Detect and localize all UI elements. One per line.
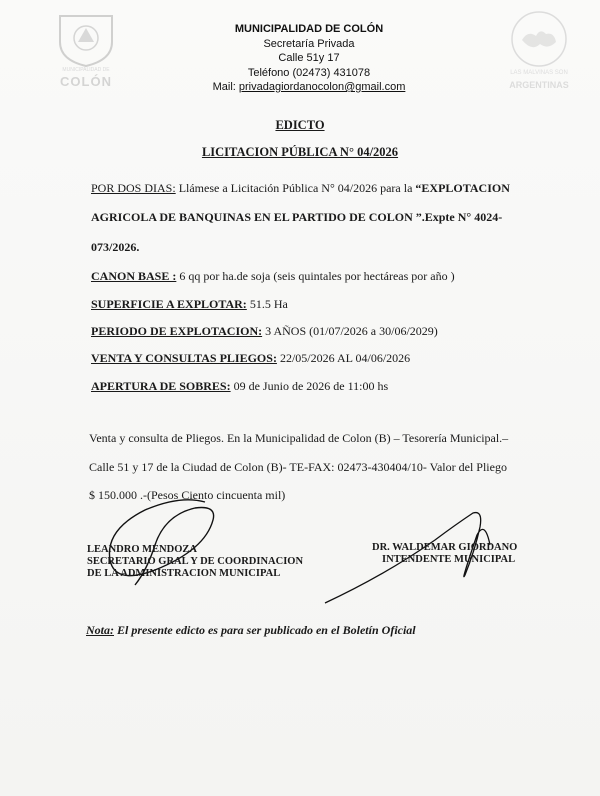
apertura-line	[91, 379, 388, 394]
canon-label: CANON BASE :	[91, 269, 177, 283]
mail-label: Mail:	[212, 81, 239, 93]
malvinas-map-icon	[500, 10, 578, 68]
venta-pliegos-value: 22/05/2026 AL 04/06/2026	[276, 351, 411, 365]
publication-note	[86, 623, 416, 638]
shield-icon	[50, 12, 122, 68]
mail-link[interactable]: privadagiordanocolon@gmail.com	[238, 81, 406, 93]
superficie-label: SUPERFICIE A EXPLOTAR:	[91, 297, 247, 311]
apertura-value: 09 de Junio de 2026 de 11:00 hs	[230, 379, 389, 393]
phone: Teléfono (02473) 431078	[247, 66, 371, 79]
signer-right-role: INTENDENTE MUNICIPAL	[382, 554, 516, 565]
venta-pliegos-line	[91, 351, 410, 366]
logo-caption: MUNICIPALIDAD DE	[62, 67, 110, 73]
mail-line	[150, 80, 468, 95]
body-text-1: Llámese a Licitación Pública N° 04/2026 para la	[175, 181, 416, 195]
venta-pliegos-label: VENTA Y CONSULTAS PLIEGOS:	[91, 351, 277, 365]
logo-text: COLÓN	[60, 74, 112, 89]
department: Secretaría Privada	[263, 37, 355, 50]
signer-left-role-1: SECRETARIO GRAL Y DE COORDINACION	[87, 556, 304, 567]
sales-line-3: $ 150.000 .-(Pesos Ciento cincuenta mil)	[89, 488, 286, 502]
address: Calle 51y 17	[278, 52, 340, 64]
municipality-logo	[50, 12, 122, 94]
municipality-name: MUNICIPALIDAD DE COLÓN	[234, 23, 384, 35]
document-title: EDICTO	[275, 118, 325, 132]
signer-right-name: DR. WALDEMAR GIORDANO	[372, 542, 518, 553]
canon-value: 6 qq por ha.de soja (seis quintales por hectáreas por año )	[176, 269, 455, 283]
signature-right	[372, 542, 517, 566]
canon-line	[91, 269, 455, 284]
document-subtitle: LICITACION PÚBLICA N° 04/2026	[201, 145, 399, 159]
signer-left-name: LEANDRO MENDOZA	[87, 544, 197, 555]
superficie-line	[91, 297, 288, 312]
apertura-label: APERTURA DE SOBRES:	[91, 379, 231, 393]
body-line-3: 073/2026.	[91, 240, 140, 254]
logo-caption-right: LAS MALVINAS SON	[510, 70, 568, 76]
body-line-1	[91, 181, 510, 196]
malvinas-logo	[500, 10, 578, 92]
signer-left-role-2: DE LA ADMINISTRACION MUNICIPAL	[87, 568, 281, 579]
letterhead	[150, 22, 468, 95]
project-title-start: “EXPLOTACION	[415, 181, 510, 195]
periodo-line	[91, 324, 438, 339]
superficie-value: 51.5 Ha	[246, 297, 288, 311]
sales-line-2: Calle 51 y 17 de la Ciudad de Colon (B)- TE-FAX: 02473-430404/10- Valor del Pliego	[89, 460, 507, 474]
body-line-2: AGRICOLA DE BANQUINAS EN EL PARTIDO DE COLON ”.Expte N° 4024-	[91, 210, 503, 224]
logo-text-right: ARGENTINAS	[509, 80, 569, 90]
periodo-value: 3 AÑOS (01/07/2026 a 30/06/2029)	[262, 324, 438, 338]
signature-left	[87, 544, 303, 580]
por-dos-dias-label: POR DOS DIAS:	[91, 181, 176, 195]
note-text: El presente edicto es para ser publicado en el Boletín Oficial	[114, 623, 416, 637]
note-label: Nota:	[86, 623, 114, 637]
sales-line-1: Venta y consulta de Pliegos. En la Municipalidad de Colon (B) – Tesorería Municipal.–	[89, 431, 509, 445]
periodo-label: PERIODO DE EXPLOTACION:	[91, 324, 263, 338]
